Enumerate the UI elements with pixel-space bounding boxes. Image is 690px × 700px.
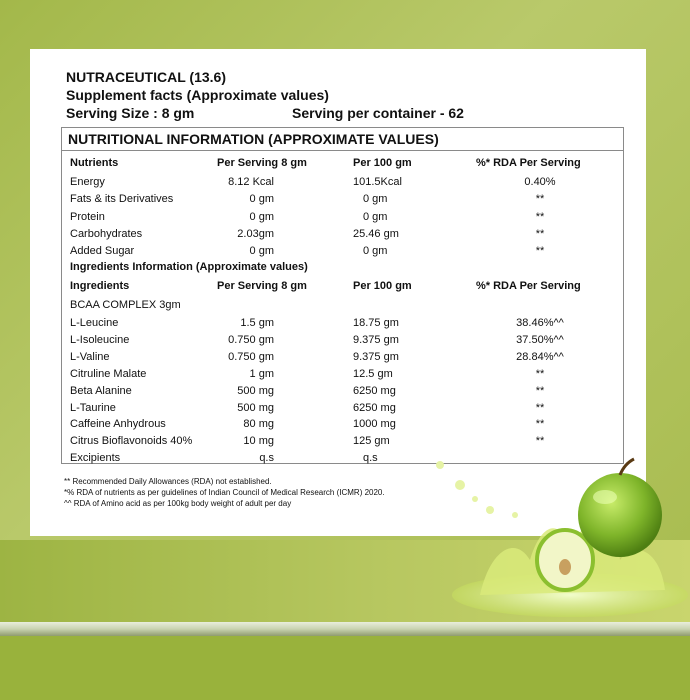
table-title: NUTRITIONAL INFORMATION (APPROXIMATE VALUES) [62,128,623,151]
cell: Caffeine Anhydrous [70,418,166,430]
cell: 28.84%^^ [516,351,564,363]
cell: ** [535,228,545,240]
cell: Added Sugar [70,245,135,257]
cell: L-Taurine [70,402,116,414]
section-label: BCAA COMPLEX 3gm [70,299,181,311]
cell: 0.40% [524,176,556,188]
cell: 9.375 gm [353,351,399,363]
cell: 101.5Kcal [353,176,402,188]
table-row [62,317,623,334]
cell: 12.5 gm [353,368,393,380]
cell: 37.50%^^ [516,334,564,346]
cell: q.s [259,452,274,464]
table-row [62,228,623,245]
cell: Protein [70,211,105,223]
cell: 0 gm [363,211,388,223]
cell: 10 mg [243,435,274,447]
footnote: *% RDA of nutrients as per guidelines of Indian Council of Medical Research (ICMR) 2020. [64,488,385,497]
cell: 0.750 gm [228,351,274,363]
table-row [62,193,623,210]
cell: 500 mg [237,385,274,397]
serving-size: Serving Size : 8 gm [66,105,195,121]
serving-per-container: Serving per container - 62 [292,105,464,121]
cell: 18.75 gm [353,317,399,329]
header-cell: %* RDA Per Serving [476,157,581,169]
cell: ** [535,211,545,223]
header-cell: Per 100 gm [353,280,412,292]
table-row [62,211,623,228]
apple-splash-illustration [420,455,690,625]
apple-splash-icon [420,455,690,625]
nutrition-table [61,127,624,464]
cell: 0 gm [363,193,388,205]
table-row [62,334,623,351]
cell: Citrus Bioflavonoids 40% [70,435,193,447]
cell: L-Leucine [70,317,119,329]
section-label: Ingredients Information (Approximate values) [70,261,308,273]
header-cell: Per Serving 8 gm [217,280,307,292]
ingredients-header-row [62,280,623,297]
table-row [62,418,623,435]
cell: ** [535,385,545,397]
table-row [62,351,623,368]
cell: 1 gm [249,368,274,380]
cell: 9.375 gm [353,334,399,346]
cell: ** [535,418,545,430]
footnotes [64,476,385,509]
cell: ** [535,368,545,380]
bcaa-label-row [62,299,623,316]
cell: 0.750 gm [228,334,274,346]
table-row [62,402,623,419]
cell: ** [535,402,545,414]
product-title: NUTRACEUTICAL (13.6) [66,69,226,85]
cell: ** [535,245,545,257]
cell: 500 mg [237,402,274,414]
header-cell: %* RDA Per Serving [476,280,581,292]
cell: 1000 mg [353,418,396,430]
cell: 38.46%^^ [516,317,564,329]
table-row [62,435,623,452]
header-cell: Per Serving 8 gm [217,157,307,169]
table-row [62,245,623,262]
cell: 8.12 Kcal [228,176,274,188]
nutrients-header-row [62,157,623,174]
cell: 2.03gm [237,228,274,240]
cell: q.s [363,452,378,464]
table-row [62,368,623,385]
cell: 6250 mg [353,385,396,397]
background-bottom [0,636,690,700]
cell: Carbohydrates [70,228,143,240]
cell: Fats & its Derivatives [70,193,174,205]
cell: Energy [70,176,105,188]
cell: 25.46 gm [353,228,399,240]
supplement-facts-title: Supplement facts (Approximate values) [66,87,329,103]
cell: 0 gm [249,193,274,205]
cell: L-Valine [70,351,110,363]
header-cell: Ingredients [70,280,130,292]
cell: 125 gm [353,435,390,447]
cell: Beta Alanine [70,385,132,397]
cell: 0 gm [249,245,274,257]
table-row [62,176,623,193]
header-cell: Nutrients [70,157,119,169]
cell: 1.5 gm [240,317,274,329]
cell: 6250 mg [353,402,396,414]
cell: 0 gm [363,245,388,257]
cell: 0 gm [249,211,274,223]
cell: 80 mg [243,418,274,430]
header-cell: Per 100 gm [353,157,412,169]
footnote: ^^ RDA of Amino acid as per 100kg body weight of adult per day [64,499,292,508]
ingredients-info-label [62,261,623,278]
cell: ** [535,193,545,205]
table-row [62,385,623,402]
cell: ** [535,435,545,447]
cell: Excipients [70,452,121,464]
cell: Citruline Malate [70,368,147,380]
footnote: ** Recommended Daily Allowances (RDA) not established. [64,477,272,486]
cell: L-Isoleucine [70,334,130,346]
